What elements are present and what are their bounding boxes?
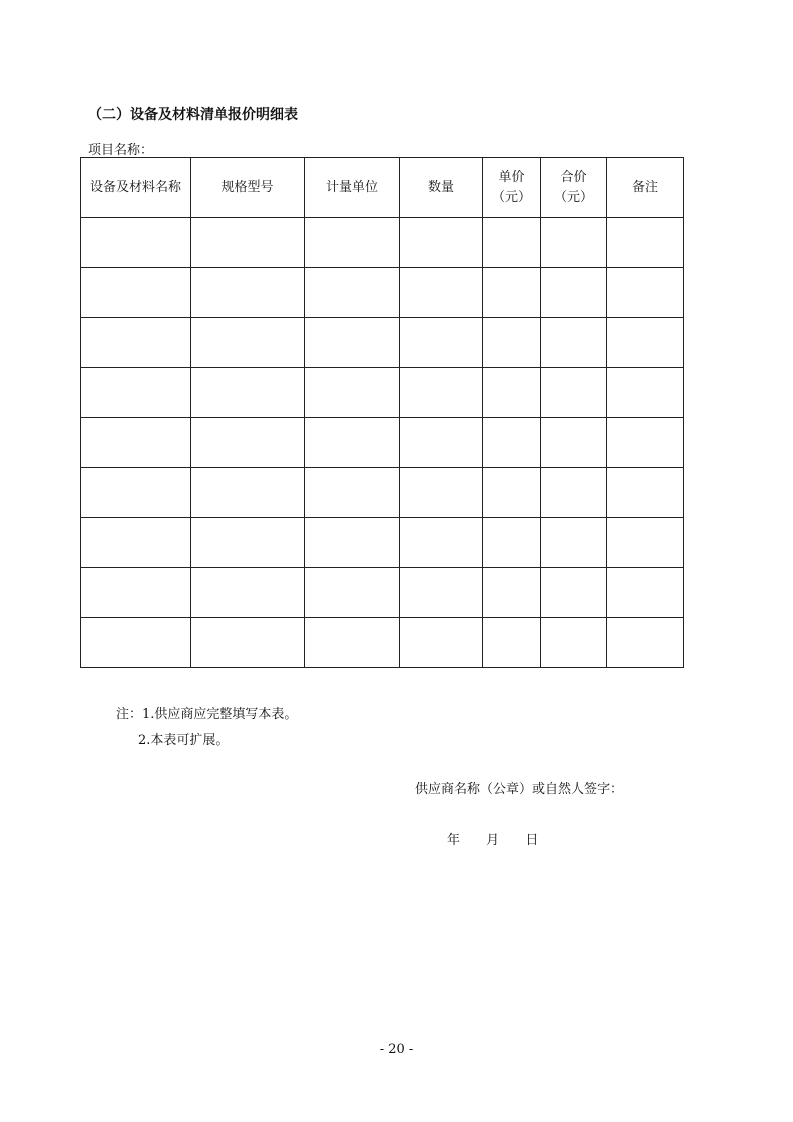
header-unit-price	[483, 158, 541, 218]
table-cell[interactable]	[400, 618, 483, 668]
table-cell[interactable]	[191, 518, 305, 568]
table-cell[interactable]	[541, 568, 607, 618]
table-cell[interactable]	[541, 218, 607, 268]
date-year-label: 年	[447, 833, 461, 848]
section-heading: （二）设备及材料清单报价明细表	[88, 107, 298, 123]
table-cell[interactable]	[400, 268, 483, 318]
table-row	[81, 268, 684, 318]
header-unit	[305, 158, 400, 218]
table-cell[interactable]	[305, 368, 400, 418]
date-day-label: 日	[525, 833, 539, 848]
table-cell[interactable]	[191, 218, 305, 268]
table-cell[interactable]	[541, 318, 607, 368]
header-text: 合价	[560, 169, 587, 185]
table-cell[interactable]	[400, 418, 483, 468]
table-cell[interactable]	[81, 618, 191, 668]
table-cell[interactable]	[191, 318, 305, 368]
note-line-1: 注：1.供应商应完整填写本表。	[116, 707, 298, 722]
table-cell[interactable]	[81, 468, 191, 518]
supplier-signature-label: 供应商名称（公章）或自然人签字：	[415, 782, 624, 797]
table-row	[81, 618, 684, 668]
table-row	[81, 468, 684, 518]
table-row	[81, 418, 684, 468]
header-text: 设备及材料名称	[89, 179, 181, 195]
table-cell[interactable]	[483, 218, 541, 268]
table-cell[interactable]	[400, 218, 483, 268]
table-cell[interactable]	[305, 468, 400, 518]
table-cell[interactable]	[607, 418, 684, 468]
table-cell[interactable]	[305, 518, 400, 568]
table-row	[81, 568, 684, 618]
table-cell[interactable]	[305, 568, 400, 618]
header-quantity	[400, 158, 483, 218]
table-cell[interactable]	[607, 618, 684, 668]
header-remarks	[607, 158, 684, 218]
table-cell[interactable]	[483, 368, 541, 418]
table-cell[interactable]	[81, 368, 191, 418]
table-cell[interactable]	[81, 418, 191, 468]
table-cell[interactable]	[483, 268, 541, 318]
table-cell[interactable]	[191, 368, 305, 418]
header-total-price	[541, 158, 607, 218]
table-cell[interactable]	[607, 468, 684, 518]
table-cell[interactable]	[305, 418, 400, 468]
header-text: 计量单位	[325, 179, 378, 195]
table-cell[interactable]	[483, 618, 541, 668]
header-text: 规格型号	[221, 179, 274, 195]
table-cell[interactable]	[191, 568, 305, 618]
table-cell[interactable]	[305, 218, 400, 268]
table-cell[interactable]	[483, 318, 541, 368]
table-cell[interactable]	[541, 468, 607, 518]
table-cell[interactable]	[191, 618, 305, 668]
table-cell[interactable]	[541, 518, 607, 568]
table-cell[interactable]	[81, 318, 191, 368]
table-cell[interactable]	[483, 568, 541, 618]
table-cell[interactable]	[191, 418, 305, 468]
table-cell[interactable]	[607, 218, 684, 268]
table-row	[81, 318, 684, 368]
table-cell[interactable]	[607, 268, 684, 318]
header-equipment-name	[81, 158, 191, 218]
table-cell[interactable]	[305, 618, 400, 668]
page-number: - 20 -	[379, 1042, 414, 1057]
signature-date	[447, 829, 560, 848]
header-text: 备注	[631, 179, 658, 195]
table-cell[interactable]	[400, 568, 483, 618]
table-row	[81, 218, 684, 268]
table-cell[interactable]	[81, 268, 191, 318]
table-cell[interactable]	[607, 368, 684, 418]
table-cell[interactable]	[483, 518, 541, 568]
table-body	[81, 218, 684, 668]
header-text: 单价	[498, 169, 525, 185]
table-cell[interactable]	[541, 268, 607, 318]
header-subtext: （元）	[553, 189, 593, 205]
table-cell[interactable]	[81, 518, 191, 568]
header-model-spec	[191, 158, 305, 218]
table-cell[interactable]	[400, 368, 483, 418]
table-cell[interactable]	[400, 318, 483, 368]
table-cell[interactable]	[400, 518, 483, 568]
header-text: 数量	[427, 179, 454, 195]
quotation-table	[80, 157, 684, 668]
table-cell[interactable]	[81, 218, 191, 268]
table-header-row	[81, 158, 684, 218]
date-month-label: 月	[486, 833, 500, 848]
header-subtext: （元）	[491, 189, 531, 205]
table-cell[interactable]	[541, 368, 607, 418]
notes-block	[116, 702, 297, 754]
project-name-label: 项目名称：	[88, 143, 154, 158]
table-row	[81, 518, 684, 568]
table-cell[interactable]	[483, 468, 541, 518]
table-cell[interactable]	[541, 418, 607, 468]
table-cell[interactable]	[541, 618, 607, 668]
table-cell[interactable]	[305, 268, 400, 318]
table-cell[interactable]	[305, 318, 400, 368]
table-cell[interactable]	[607, 568, 684, 618]
table-cell[interactable]	[483, 418, 541, 468]
table-cell[interactable]	[400, 468, 483, 518]
table-row	[81, 368, 684, 418]
table-cell[interactable]	[191, 268, 305, 318]
table-cell[interactable]	[191, 468, 305, 518]
table-cell[interactable]	[81, 568, 191, 618]
table-cell[interactable]	[607, 318, 684, 368]
table-cell[interactable]	[607, 518, 684, 568]
note-line-2: 2.本表可扩展。	[138, 733, 229, 748]
